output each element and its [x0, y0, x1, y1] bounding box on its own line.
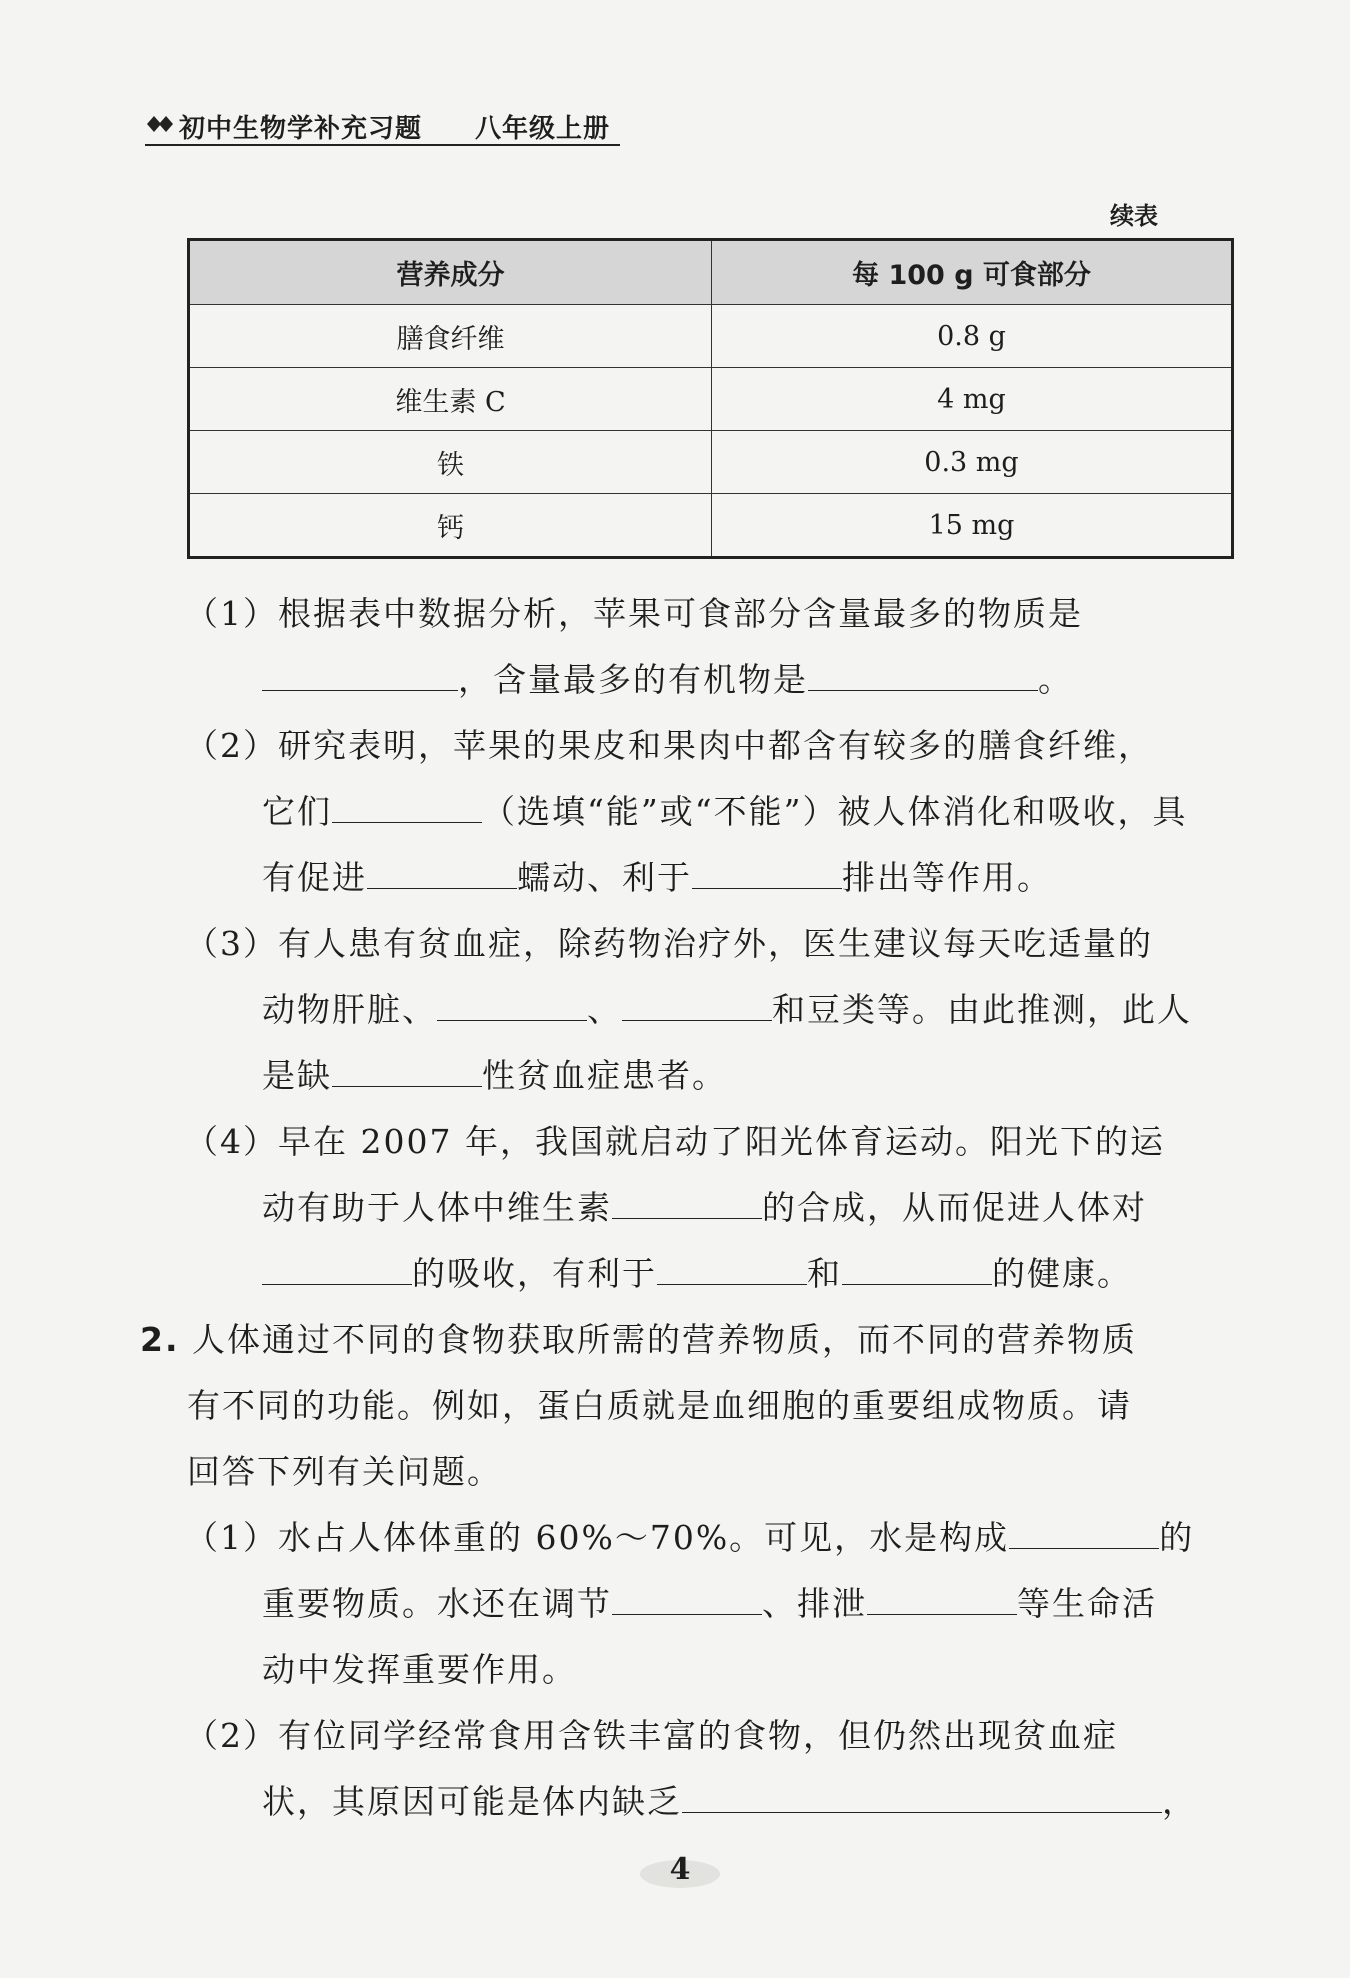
answer-blank[interactable] — [437, 990, 587, 1021]
running-header — [145, 106, 620, 146]
nutrient-cell: 膳食纤维 — [189, 305, 712, 368]
grade-label: 八年级上册 — [475, 114, 611, 144]
q2-part2-line2: 状，其原因可能是体内缺乏 ， — [262, 1782, 1197, 1821]
q1-part3-line1: （3）有人患有贫血症，除药物治疗外，医生建议每天吃适量的 — [185, 924, 1153, 963]
q2-part1-line2: 重要物质。水还在调节 、排泄 等生命活 — [262, 1584, 1157, 1623]
table-row — [189, 305, 1233, 368]
q2-part1-line3: 动中发挥重要作用。 — [262, 1650, 577, 1689]
answer-blank[interactable] — [657, 1254, 807, 1285]
table-row — [189, 494, 1233, 558]
amount-cell: 15 mg — [712, 494, 1233, 558]
answer-blank[interactable] — [612, 1188, 762, 1219]
nutrient-cell: 维生素 C — [189, 368, 712, 431]
column-header-nutrient: 营养成分 — [189, 240, 712, 305]
answer-blank[interactable] — [692, 858, 842, 889]
nutrient-cell: 钙 — [189, 494, 712, 558]
q1-part3-line2: 动物肝脏、 、 和豆类等。由此推测，此人 — [262, 990, 1192, 1029]
answer-blank[interactable] — [808, 660, 1038, 691]
answer-blank[interactable] — [332, 1056, 482, 1087]
amount-cell: 0.8 g — [712, 305, 1233, 368]
amount-cell: 0.3 mg — [712, 431, 1233, 494]
answer-blank[interactable] — [612, 1584, 762, 1615]
q1-part2-line2: 它们 （选填“能”或“不能”）被人体消化和吸收，具 — [262, 792, 1188, 831]
column-header-amount: 每 100 g 可食部分 — [712, 240, 1233, 305]
q1-part1-line1: （1）根据表中数据分析，苹果可食部分含量最多的物质是 — [185, 594, 1083, 633]
diamond-bullet-icon — [145, 114, 175, 134]
nutrient-cell: 铁 — [189, 431, 712, 494]
q1-part1-line2: ，含量最多的有机物是 。 — [262, 660, 1073, 700]
q1-part2-line3: 有促进 蠕动、利于 排出等作用。 — [262, 858, 1052, 897]
amount-cell: 4 mg — [712, 368, 1233, 431]
answer-blank[interactable] — [367, 858, 517, 889]
q2-part2-line1: （2）有位同学经常食用含铁丰富的食物，但仍然出现贫血症 — [185, 1716, 1118, 1755]
q1-part4-line1: （4）早在 2007 年，我国就启动了阳光体育运动。阳光下的运 — [185, 1122, 1165, 1161]
q2-intro-line2: 有不同的功能。例如，蛋白质就是血细胞的重要组成物质。请 — [187, 1386, 1132, 1425]
answer-blank[interactable] — [842, 1254, 992, 1285]
q2-intro-line3: 回答下列有关问题。 — [187, 1452, 502, 1491]
table-header-row — [189, 240, 1233, 305]
table-row — [189, 368, 1233, 431]
q2-part1-line1: （1）水占人体体重的 60%～70%。可见，水是构成 的 — [185, 1518, 1195, 1557]
answer-blank[interactable] — [867, 1584, 1017, 1615]
answer-blank[interactable] — [682, 1782, 1162, 1813]
series-title: 初中生物学补充习题 — [179, 114, 423, 144]
q1-part3-line3: 是缺 性贫血症患者。 — [262, 1056, 727, 1095]
answer-blank[interactable] — [622, 990, 772, 1021]
question-number: 2. — [140, 1320, 180, 1359]
q1-part4-line3: 的吸收，有利于 和 的健康。 — [262, 1254, 1132, 1294]
table-row — [189, 431, 1233, 494]
answer-blank[interactable] — [1009, 1518, 1159, 1549]
table-continued-caption: 续表 — [1110, 202, 1158, 230]
q2-intro-line1: 2. 人体通过不同的食物获取所需的营养物质，而不同的营养物质 — [140, 1320, 1137, 1359]
nutrition-table — [187, 238, 1234, 559]
answer-blank[interactable] — [262, 1254, 412, 1285]
q1-part4-line2: 动有助于人体中维生素 的合成，从而促进人体对 — [262, 1188, 1147, 1227]
answer-blank[interactable] — [332, 792, 482, 823]
page-number: 4 — [640, 1852, 720, 1892]
q1-part2-line1: （2）研究表明，苹果的果皮和果肉中都含有较多的膳食纤维， — [185, 726, 1153, 765]
answer-blank[interactable] — [262, 660, 458, 691]
